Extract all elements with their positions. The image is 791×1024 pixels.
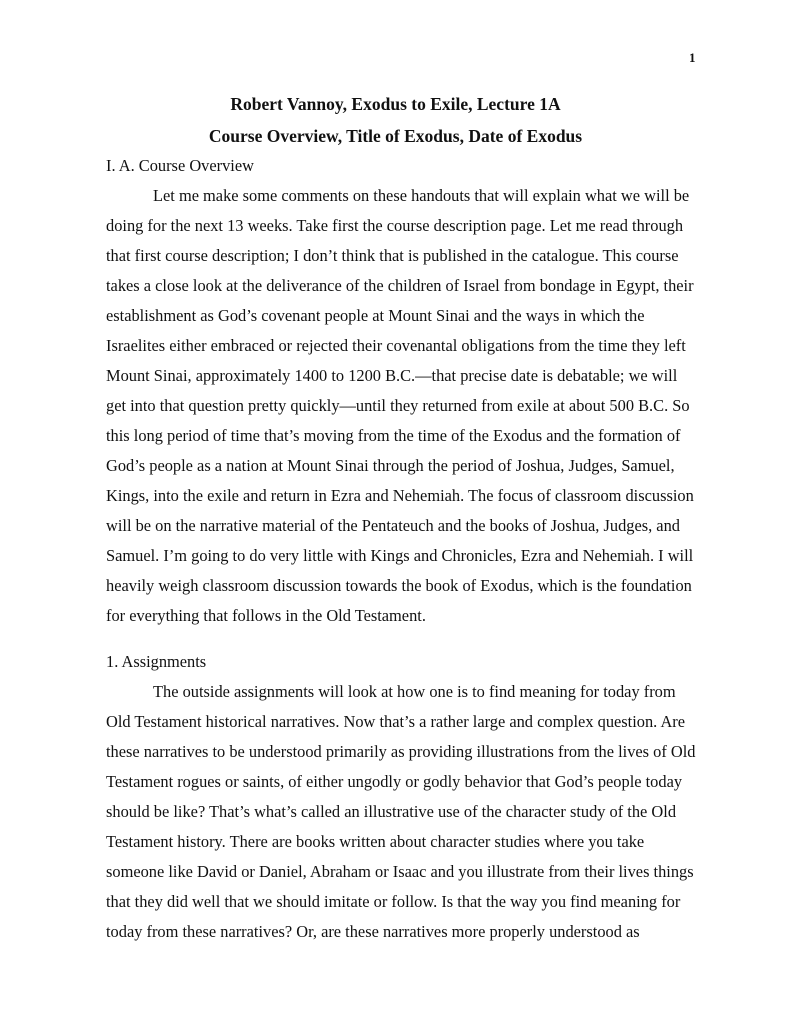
document-title: Robert Vannoy, Exodus to Exile, Lecture 1A xyxy=(230,94,561,114)
paragraph-line: The outside assignments will look at how one is to find meaning for today from xyxy=(153,682,676,701)
paragraph-line: someone like David or Daniel, Abraham or Isaac and you illustrate from their lives things xyxy=(106,862,694,881)
paragraph-line: these narratives to be understood primarily as providing illustrations from the lives of Old xyxy=(106,742,696,761)
paragraph-line: establishment as God’s covenant people at Mount Sinai and the ways in which the xyxy=(106,306,645,325)
paragraph-line: Testament rogues or saints, of either ungodly or godly behavior that God’s people today xyxy=(106,772,683,791)
paragraph-line: will be on the narrative material of the Pentateuch and the books of Joshua, Judges, and xyxy=(106,516,680,535)
paragraph-line: doing for the next 13 weeks. Take first the course description page. Let me read through xyxy=(106,216,684,235)
paragraph-line: heavily weigh classroom discussion towards the book of Exodus, which is the foundation xyxy=(106,576,692,595)
paragraph-line: this long period of time that’s moving from the time of the Exodus and the formation of xyxy=(106,426,681,445)
paragraph-line: Samuel. I’m going to do very little with Kings and Chronicles, Ezra and Nehemiah. I will xyxy=(106,546,694,565)
paragraph-line: Old Testament historical narratives. Now that’s a rather large and complex question. Are xyxy=(106,712,686,731)
paragraph-line: get into that question pretty quickly—until they returned from exile at about 500 B.C. So xyxy=(106,396,690,415)
paragraph-line: that they did well that we should imitate or follow. Is that the way you find meaning for xyxy=(106,892,681,911)
paragraph-line: for everything that follows in the Old Testament. xyxy=(106,606,426,625)
paragraph-line: Testament history. There are books written about character studies where you take xyxy=(106,832,645,851)
section-heading-assignments: 1. Assignments xyxy=(106,652,207,671)
document-subtitle: Course Overview, Title of Exodus, Date of Exodus xyxy=(208,126,583,146)
paragraph-line: today from these narratives? Or, are these narratives more properly understood as xyxy=(106,922,640,941)
paragraph-line: God’s people as a nation at Mount Sinai through the period of Joshua, Judges, Samuel, xyxy=(106,456,675,475)
section-heading-course-overview: I. A. Course Overview xyxy=(106,156,254,175)
paragraph-line: should be like? That’s what’s called an illustrative use of the character study of the Old xyxy=(106,802,677,821)
paragraph-line: Mount Sinai, approximately 1400 to 1200 B.C.—that precise date is debatable; we will xyxy=(106,366,678,385)
page-number: 1 xyxy=(689,50,696,65)
paragraph-line: Let me make some comments on these handouts that will explain what we will be xyxy=(153,186,690,205)
paragraph-line: that first course description; I don’t think that is published in the catalogue. This course xyxy=(106,246,679,265)
paragraph-line: Kings, into the exile and return in Ezra and Nehemiah. The focus of classroom discussion xyxy=(106,486,694,505)
paragraph-line: takes a close look at the deliverance of the children of Israel from bondage in Egypt, their xyxy=(106,276,694,295)
paragraph-line: Israelites either embraced or rejected their covenantal obligations from the time they left xyxy=(106,336,686,355)
